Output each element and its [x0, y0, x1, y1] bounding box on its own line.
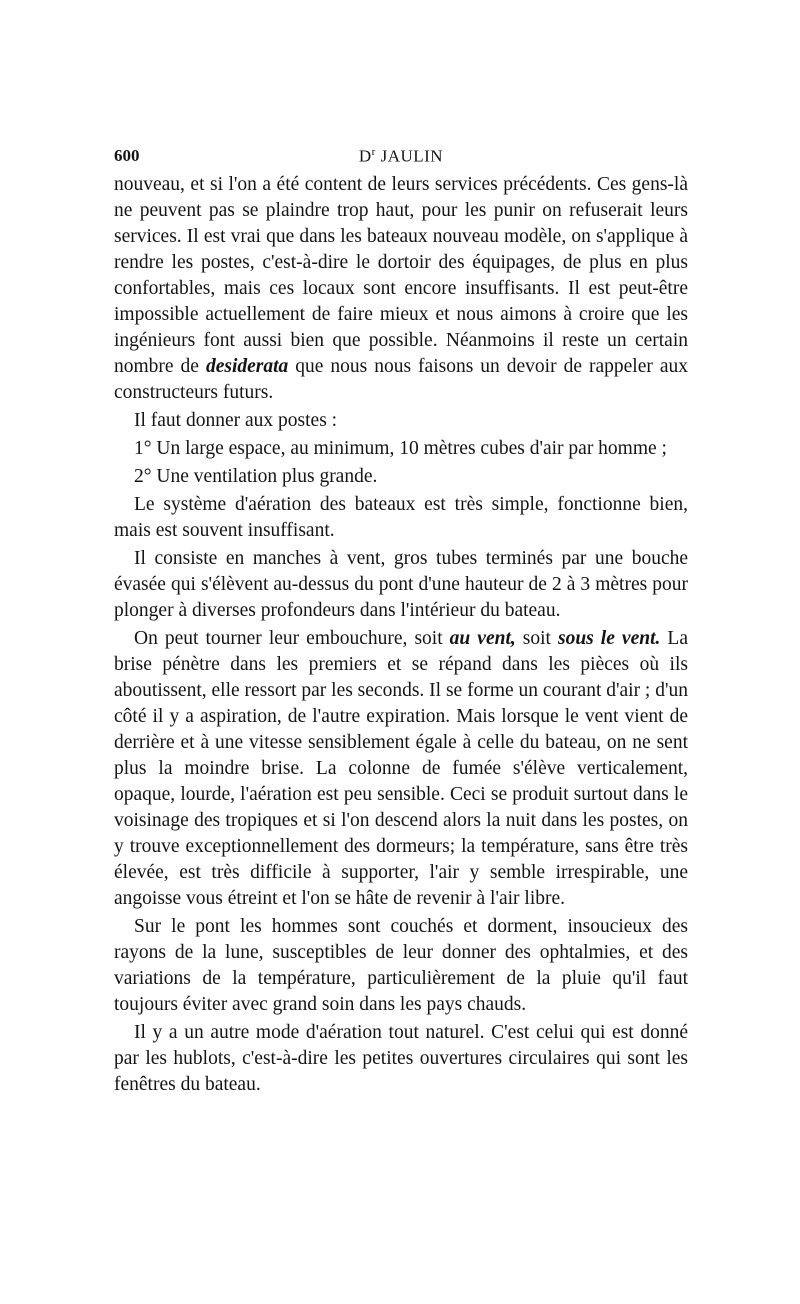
- paragraph-4: 2° Une ventilation plus grande.: [134, 466, 378, 487]
- body-text: [114, 172, 688, 1098]
- paragraph-1: nouveau, et si l'on a été content de leurs services précédents. Ces gens-là ne peuvent pas se plaindre trop haut, pour les punir on refuserait leurs services. Il est vrai que dans les bateaux nouveau modèle, on s'applique à rendre les postes, c'est-à-dire le dortoir des équipages, de plus en plus confortables, mais ces locaux sont encore insuffisants. Il est peut-être impossible actuellement de faire mieux et nous aimons à croire que les ingénieurs font aussi bien que possible. Néanmoins il reste un certain nombre de desiderata que nous nous faisons un devoir de rappeler aux constructeurs futurs.: [114, 174, 688, 403]
- paragraph-3: 1° Un large espace, au minimum, 10 mètres cubes d'air par homme ;: [134, 438, 667, 459]
- paragraph-7: On peut tourner leur embouchure, soit au vent, soit sous le vent. La brise pénètre dans les premiers et se répand dans les pièces où ils aboutissent, elle ressort par les seconds. Il se forme un courant d'air ; d'un côté il y a aspiration, de l'autre expiration. Mais lorsque le vent vient de derrière et à une vitesse sensiblement égale à celle du bateau, on ne sent plus la moindre brise. La colonne de fumée s'élève verticalement, opaque, lourde, l'aération est peu sensible. Ceci se produit surtout dans le voisinage des tropiques et si l'on descend alors la nuit dans les postes, on y trouve exceptionnellement des dormeurs; la température, sans être très élevée, est très difficile à supporter, l'air y semble irrespirable, une angoisse vous étreint et l'on se hâte de revenir à l'air libre.: [114, 628, 688, 909]
- paragraph-2: Il faut donner aux postes :: [134, 410, 338, 431]
- paragraph-5: Le système d'aération des bateaux est très simple, fonctionne bien, mais est souvent insuffisant.: [114, 494, 688, 541]
- author-name: $D^r$ JAULIN: [358, 146, 444, 166]
- paragraph-8: Sur le pont les hommes sont couchés et dorment, insoucieux des rayons de la lune, susceptibles de leur donner des ophtalmies, et des variations de la température, particulièrement de la pluie qu'il faut toujours éviter avec grand soin dans les pays chauds.: [114, 916, 688, 1015]
- paragraph-9: Il y a un autre mode d'aération tout naturel. C'est celui qui est donné par les hublots, c'est-à-dire les petites ouvertures circulaires qui sont les fenêtres du bateau.: [114, 1022, 688, 1095]
- page-number: 600: [114, 146, 140, 165]
- paragraph-6: Il consiste en manches à vent, gros tubes terminés par une bouche évasée qui s'élèvent au-dessus du pont d'une hauteur de 2 à 3 mètres pour plonger à diverses profondeurs dans l'intérieur du bateau.: [114, 548, 688, 621]
- running-head: [114, 146, 688, 170]
